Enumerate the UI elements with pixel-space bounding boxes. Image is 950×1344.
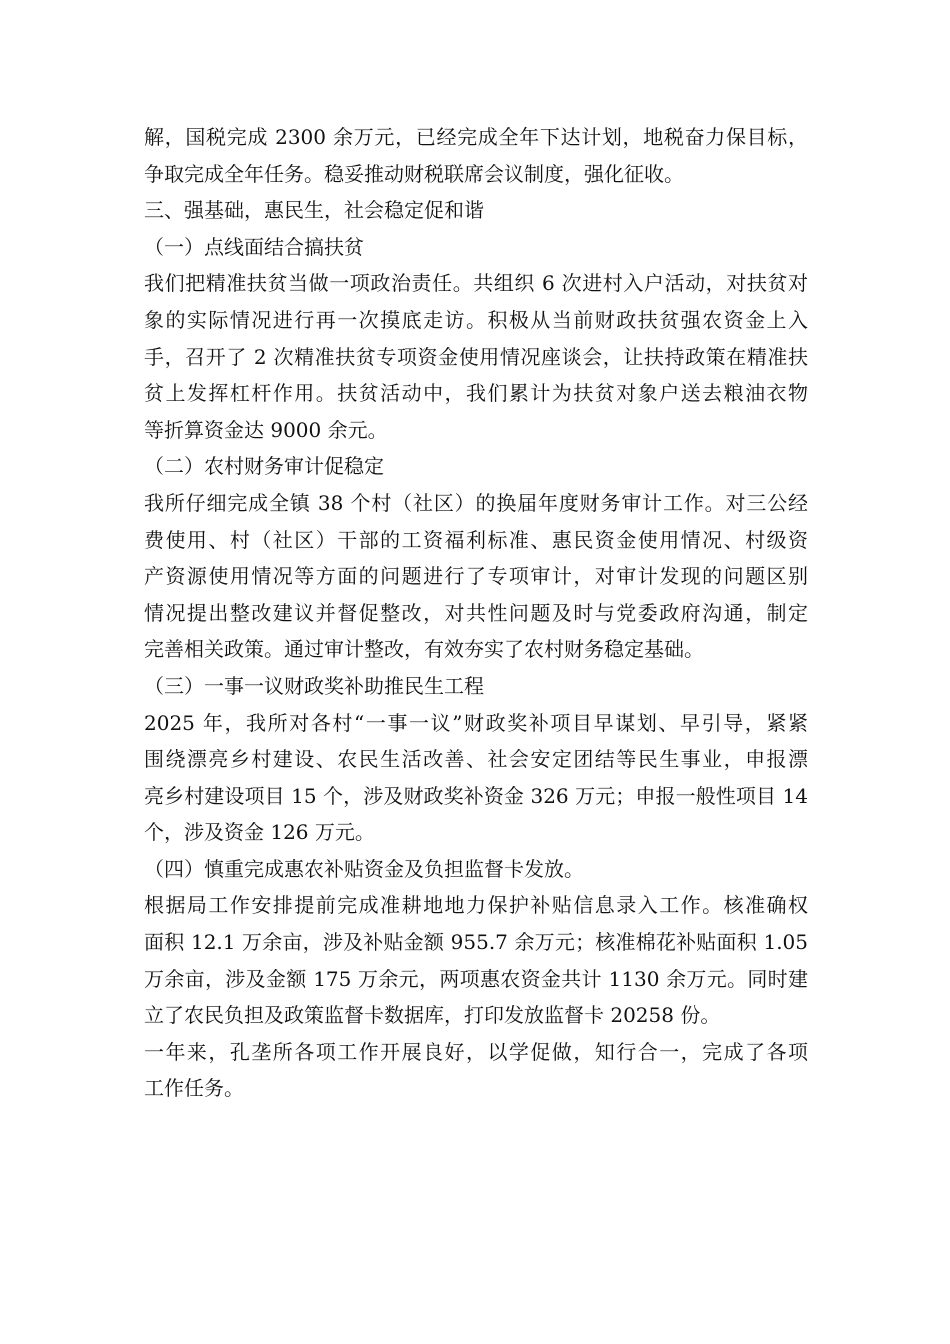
body-text-line: 我们把精准扶贫当做一项政治责任。共组织 6 次进村入户活动，对扶贫对	[144, 271, 808, 296]
body-text-line: 万余亩，涉及金额 175 万余元，两项惠农资金共计 1130 余万元。同时建	[144, 966, 808, 991]
section-heading: （一）点线面结合搞扶贫	[144, 234, 364, 259]
body-text-line: 贫上发挥杠杆作用。扶贫活动中，我们累计为扶贫对象户送去粮油衣物	[144, 381, 808, 406]
body-text-line: 费使用、村（社区）干部的工资福利标准、惠民资金使用情况、村级资	[144, 527, 808, 552]
body-text-line: 等折算资金达 9000 余元。	[144, 417, 388, 442]
body-text-line: 亮乡村建设项目 15 个，涉及财政奖补资金 326 万元；申报一般性项目 14	[144, 783, 808, 808]
section-heading: （三）一事一议财政奖补助推民生工程	[144, 673, 484, 698]
body-text-line: 一年来，孔垄所各项工作开展良好，以学促做，知行合一，完成了各项	[144, 1039, 808, 1064]
body-text-line: 情况提出整改建议并督促整改，对共性问题及时与党委政府沟通，制定	[144, 600, 808, 625]
body-text-line: 产资源使用情况等方面的问题进行了专项审计，对审计发现的问题区别	[144, 564, 808, 589]
body-text-line: 解，国税完成 2300 余万元，已经完成全年下达计划，地税奋力保目标，	[144, 125, 808, 149]
body-text-line: 工作任务。	[144, 1076, 244, 1101]
body-text-line: 围绕漂亮乡村建设、农民生活改善、社会安定团结等民生事业，申报漂	[144, 747, 808, 772]
body-text-line: 根据局工作安排提前完成准耕地地力保护补贴信息录入工作。核准确权	[144, 893, 808, 918]
body-text-line: 立了农民负担及政策监督卡数据库，打印发放监督卡 20258 份。	[144, 1003, 721, 1028]
body-text-line: 争取完成全年任务。稳妥推动财税联席会议制度，强化征收。	[144, 161, 684, 186]
body-text-line: 完善相关政策。通过审计整改，有效夯实了农村财务稳定基础。	[144, 637, 704, 662]
document-page	[144, 119, 808, 1107]
section-heading: 三、强基础，惠民生，社会稳定促和谐	[144, 198, 484, 223]
body-text-line: 个，涉及资金 126 万元。	[144, 820, 375, 845]
body-text-line: 2025 年，我所对各村“一事一议”财政奖补项目早谋划、早引导，紧紧	[144, 710, 808, 735]
section-heading: （二）农村财务审计促稳定	[144, 454, 384, 479]
section-heading: （四）慎重完成惠农补贴资金及负担监督卡发放。	[144, 856, 584, 881]
body-text-line: 我所仔细完成全镇 38 个村（社区）的换届年度财务审计工作。对三公经	[144, 490, 808, 515]
body-text-line: 手，召开了 2 次精准扶贫专项资金使用情况座谈会，让扶持政策在精准扶	[144, 344, 808, 369]
body-text-line: 面积 12.1 万余亩，涉及补贴金额 955.7 余万元；核准棉花补贴面积 1.05	[144, 930, 808, 955]
body-text-line: 象的实际情况进行再一次摸底走访。积极从当前财政扶贫强农资金上入	[144, 307, 808, 332]
